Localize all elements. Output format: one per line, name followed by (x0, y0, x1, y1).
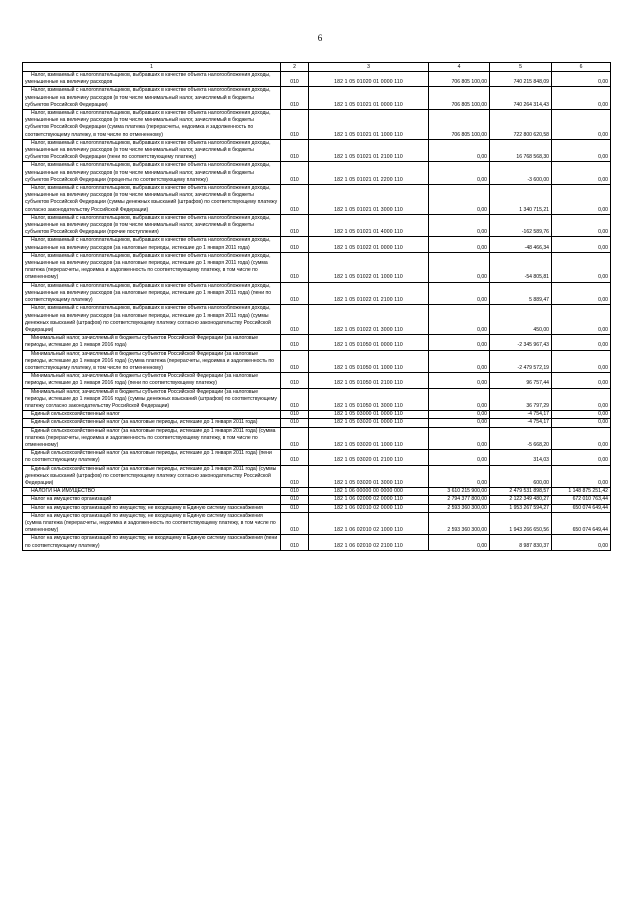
row-line-code-cell: 010 (281, 535, 309, 550)
row-unexecuted-cell: 1 148 875 251,42 (552, 488, 611, 496)
table-row (23, 450, 611, 465)
table-row (23, 496, 611, 504)
row-executed-cell: -162 589,76 (490, 214, 552, 237)
row-approved-cell: 0,00 (429, 185, 490, 215)
row-executed-cell: 740 215 848,09 (490, 72, 552, 87)
row-income-code-cell: 182 1 05 01050 01 3000 110 (309, 388, 429, 411)
column-header-executed: 5 (490, 63, 552, 72)
row-name-cell: Минимальный налог, зачисляемый в бюджеты субъектов Российской Федерации (за налоговые периоды, истекшие до 1 января 2016 года) (23, 335, 281, 350)
row-line-code-cell: 010 (281, 488, 309, 496)
row-income-code-cell: 182 1 05 01021 01 4000 110 (309, 214, 429, 237)
table-row (23, 335, 611, 350)
row-name-cell: Единый сельскохозяйственный налог (за налоговые периоды, истекшие до 1 января 2011 года) (суммы денежных взысканий (штрафов) по соответствующему платежу согласно законодательству Российской Федерации) (23, 465, 281, 488)
row-executed-cell: -2 479 572,19 (490, 350, 552, 373)
row-line-code-cell: 010 (281, 335, 309, 350)
row-name-cell: Налог на имущество организаций по имуществу, не входящему в Единую систему газоснабжения (23, 504, 281, 512)
row-unexecuted-cell: 0,00 (552, 162, 611, 185)
row-unexecuted-cell: 0,00 (552, 388, 611, 411)
header-row (23, 63, 611, 72)
row-name-cell: Единый сельскохозяйственный налог (за налоговые периоды, истекшие до 1 января 2011 года) (сумма платежа (перерасчеты, недоимка и задолженность по соответствующему платежу, в том числе по отмененному) (23, 427, 281, 450)
row-name-cell: Налог, взимаемый с налогоплательщиков, выбравших в качестве объекта налогообложения доходы, уменьшенные на величину расходов (23, 72, 281, 87)
row-line-code-cell: 010 (281, 87, 309, 110)
table-row (23, 110, 611, 140)
row-approved-cell: 0,00 (429, 162, 490, 185)
row-approved-cell: 0,00 (429, 535, 490, 550)
row-name-cell: Налог, взимаемый с налогоплательщиков, выбравших в качестве объекта налогообложения доходы, уменьшенные на величину расходов (за налоговые периоды, истекшие до 1 января 2011 года) (23, 237, 281, 252)
row-name-cell: Налог, взимаемый с налогоплательщиков, выбравших в качестве объекта налогообложения доходы, уменьшенные на величину расходов (в том числе минимальный налог, зачисляемый в бюджеты субъектов Российской Федерации (пени по соответствующему платежу) (23, 139, 281, 162)
row-line-code-cell: 010 (281, 305, 309, 335)
row-line-code-cell: 010 (281, 427, 309, 450)
row-approved-cell: 706 805 100,00 (429, 87, 490, 110)
row-income-code-cell: 182 1 05 01022 01 3000 110 (309, 305, 429, 335)
row-executed-cell: 314,03 (490, 450, 552, 465)
row-approved-cell: 3 610 215 900,00 (429, 488, 490, 496)
row-income-code-cell: 182 1 05 01050 01 0000 110 (309, 335, 429, 350)
row-unexecuted-cell: 0,00 (552, 237, 611, 252)
row-name-cell: Минимальный налог, зачисляемый в бюджеты субъектов Российской Федерации (за налоговые периоды, истекшие до 1 января 2016 года) (пени по соответствующему платежу) (23, 373, 281, 388)
table-row (23, 72, 611, 87)
row-income-code-cell: 182 1 06 02000 02 0000 110 (309, 496, 429, 504)
row-income-code-cell: 182 1 05 01020 01 0000 110 (309, 72, 429, 87)
table-row (23, 87, 611, 110)
table-row (23, 162, 611, 185)
row-income-code-cell: 182 1 05 03000 01 0000 110 (309, 411, 429, 419)
table-row (23, 139, 611, 162)
row-approved-cell: 0,00 (429, 282, 490, 305)
row-income-code-cell: 182 1 05 01021 01 2100 110 (309, 139, 429, 162)
row-income-code-cell: 182 1 05 03020 01 0000 110 (309, 419, 429, 427)
row-line-code-cell: 010 (281, 496, 309, 504)
row-approved-cell: 0,00 (429, 419, 490, 427)
table-row (23, 427, 611, 450)
row-approved-cell: 0,00 (429, 305, 490, 335)
table-row (23, 305, 611, 335)
column-header-income-code: 3 (309, 63, 429, 72)
row-executed-cell: -4 754,17 (490, 411, 552, 419)
row-line-code-cell: 010 (281, 419, 309, 427)
row-executed-cell: 2 479 531 898,57 (490, 488, 552, 496)
row-name-cell: Единый сельскохозяйственный налог (за налоговые периоды, истекшие до 1 января 2011 года) (пени по соответствующему платежу) (23, 450, 281, 465)
row-income-code-cell: 182 1 06 00000 00 0000 000 (309, 488, 429, 496)
table-row (23, 237, 611, 252)
row-approved-cell: 0,00 (429, 214, 490, 237)
table-row (23, 252, 611, 282)
row-unexecuted-cell: 0,00 (552, 252, 611, 282)
column-header-name: 1 (23, 63, 281, 72)
row-line-code-cell: 010 (281, 237, 309, 252)
row-approved-cell: 706 805 100,00 (429, 72, 490, 87)
row-income-code-cell: 182 1 05 03020 01 2100 110 (309, 450, 429, 465)
row-income-code-cell: 182 1 06 02010 02 1000 110 (309, 512, 429, 535)
row-name-cell: Единый сельскохозяйственный налог (23, 411, 281, 419)
row-name-cell: Налог на имущество организаций (23, 496, 281, 504)
row-name-cell: Единый сельскохозяйственный налог (за налоговые периоды, истекшие до 1 января 2011 года) (23, 419, 281, 427)
row-approved-cell: 706 805 100,00 (429, 110, 490, 140)
row-unexecuted-cell: 650 074 649,44 (552, 512, 611, 535)
row-income-code-cell: 182 1 05 01021 01 1000 110 (309, 110, 429, 140)
row-name-cell: Минимальный налог, зачисляемый в бюджеты субъектов Российской Федерации (за налоговые периоды, истекшие до 1 января 2016 года) (суммы денежных взысканий (штрафов) по соответствующему платежу согласно законодательству Российской Федерации) (23, 388, 281, 411)
row-unexecuted-cell: 0,00 (552, 282, 611, 305)
table-row (23, 388, 611, 411)
row-line-code-cell: 010 (281, 504, 309, 512)
row-approved-cell: 0,00 (429, 427, 490, 450)
row-unexecuted-cell: 672 010 763,44 (552, 496, 611, 504)
table-row (23, 535, 611, 550)
row-name-cell: Минимальный налог, зачисляемый в бюджеты субъектов Российской Федерации (за налоговые периоды, истекшие до 1 января 2016 года) (сумма платежа (перерасчеты, недоимка и задолженность по соответствующему платежу, в том числе по отмененному) (23, 350, 281, 373)
row-executed-cell: 450,00 (490, 305, 552, 335)
table-row (23, 411, 611, 419)
row-unexecuted-cell: 0,00 (552, 335, 611, 350)
row-executed-cell: 2 122 349 480,27 (490, 496, 552, 504)
row-line-code-cell: 010 (281, 373, 309, 388)
row-executed-cell: 16 768 568,30 (490, 139, 552, 162)
row-name-cell: Налог, взимаемый с налогоплательщиков, выбравших в качестве объекта налогообложения доходы, уменьшенные на величину расходов (за налоговые периоды, истекшие до 1 января 2011 года) (сумма платежа (перерасчеты, недоимка и задолженность по соответствующему платежу, в том числе по отмененному) (23, 252, 281, 282)
row-executed-cell: -4 754,17 (490, 419, 552, 427)
table-row (23, 214, 611, 237)
report-body (23, 72, 611, 551)
row-line-code-cell: 010 (281, 282, 309, 305)
row-approved-cell: 0,00 (429, 465, 490, 488)
row-unexecuted-cell: 0,00 (552, 450, 611, 465)
row-unexecuted-cell: 0,00 (552, 411, 611, 419)
row-approved-cell: 0,00 (429, 373, 490, 388)
table-row (23, 373, 611, 388)
table-row (23, 512, 611, 535)
row-unexecuted-cell: 0,00 (552, 110, 611, 140)
row-executed-cell: 740 264 314,43 (490, 87, 552, 110)
row-approved-cell: 0,00 (429, 350, 490, 373)
row-executed-cell: -5 668,20 (490, 427, 552, 450)
row-approved-cell: 0,00 (429, 139, 490, 162)
row-line-code-cell: 010 (281, 214, 309, 237)
row-income-code-cell: 182 1 05 03020 01 1000 110 (309, 427, 429, 450)
table-row (23, 488, 611, 496)
row-unexecuted-cell: 0,00 (552, 214, 611, 237)
row-line-code-cell: 010 (281, 411, 309, 419)
row-income-code-cell: 182 1 05 01022 01 2100 110 (309, 282, 429, 305)
row-line-code-cell: 010 (281, 185, 309, 215)
table-row (23, 185, 611, 215)
row-approved-cell: 2 794 377 800,00 (429, 496, 490, 504)
row-executed-cell: -48 466,34 (490, 237, 552, 252)
row-name-cell: Налог на имущество организаций по имуществу, не входящему в Единую систему газоснабжения (сумма платежа (перерасчеты, недоимка и задолженность по соответствующему платежу, в том числе по отмененному) (23, 512, 281, 535)
row-unexecuted-cell: 0,00 (552, 465, 611, 488)
row-name-cell: Налог, взимаемый с налогоплательщиков, выбравших в качестве объекта налогообложения доходы, уменьшенные на величину расходов (в том числе минимальный налог, зачисляемый в бюджеты субъектов Российской Федерации (прочие поступления) (23, 214, 281, 237)
row-line-code-cell: 010 (281, 139, 309, 162)
row-unexecuted-cell: 0,00 (552, 373, 611, 388)
row-line-code-cell: 010 (281, 350, 309, 373)
row-executed-cell: 1 340 715,21 (490, 185, 552, 215)
page-number: 6 (317, 33, 323, 43)
report-table (22, 62, 611, 551)
row-income-code-cell: 182 1 05 01022 01 1000 110 (309, 252, 429, 282)
row-unexecuted-cell: 650 074 649,44 (552, 504, 611, 512)
row-income-code-cell: 182 1 05 01050 01 1000 110 (309, 350, 429, 373)
row-approved-cell: 0,00 (429, 237, 490, 252)
row-name-cell: Налог, взимаемый с налогоплательщиков, выбравших в качестве объекта налогообложения доходы, уменьшенные на величину расходов (в том числе минимальный налог, зачисляемый в бюджеты субъектов Российской Федерации (сумма платежа (перерасчеты, недоимка и задолженность по соответствующему платежу, в том числе по отмененному) (23, 110, 281, 140)
row-approved-cell: 0,00 (429, 252, 490, 282)
row-unexecuted-cell: 0,00 (552, 87, 611, 110)
row-name-cell: Налог, взимаемый с налогоплательщиков, выбравших в качестве объекта налогообложения доходы, уменьшенные на величину расходов (в том числе минимальный налог, зачисляемый в бюджеты субъектов Российской Федерации (суммы денежных взысканий (штрафов) по соответствующему платежу согласно законодательству Российской Федерации) (23, 185, 281, 215)
row-income-code-cell: 182 1 05 01022 01 0000 110 (309, 237, 429, 252)
row-line-code-cell: 010 (281, 72, 309, 87)
row-line-code-cell: 010 (281, 252, 309, 282)
row-name-cell: Налог, взимаемый с налогоплательщиков, выбравших в качестве объекта налогообложения доходы, уменьшенные на величину расходов (в том числе минимальный налог, зачисляемый в бюджеты субъектов Российской Федерации (проценты по соответствующему платежу) (23, 162, 281, 185)
row-executed-cell: 36 797,29 (490, 388, 552, 411)
table-row (23, 465, 611, 488)
row-line-code-cell: 010 (281, 110, 309, 140)
row-unexecuted-cell: 0,00 (552, 419, 611, 427)
row-unexecuted-cell: 0,00 (552, 427, 611, 450)
row-executed-cell: 1 943 266 650,56 (490, 512, 552, 535)
row-unexecuted-cell: 0,00 (552, 139, 611, 162)
row-executed-cell: 96 757,44 (490, 373, 552, 388)
row-name-cell: Налог, взимаемый с налогоплательщиков, выбравших в качестве объекта налогообложения доходы, уменьшенные на величину расходов (за налоговые периоды, истекшие до 1 января 2011 года) (суммы денежных взысканий (штрафов) по соответствующему платежу согласно законодательству Российской Федерации) (23, 305, 281, 335)
row-line-code-cell: 010 (281, 388, 309, 411)
row-unexecuted-cell: 0,00 (552, 350, 611, 373)
row-approved-cell: 2 593 360 300,00 (429, 512, 490, 535)
column-header-unexecuted: 6 (552, 63, 611, 72)
column-header-approved: 4 (429, 63, 490, 72)
row-executed-cell: 5 889,47 (490, 282, 552, 305)
row-executed-cell: -2 345 967,43 (490, 335, 552, 350)
row-income-code-cell: 182 1 05 01021 01 3000 110 (309, 185, 429, 215)
row-income-code-cell: 182 1 05 01021 01 0000 110 (309, 87, 429, 110)
row-income-code-cell: 182 1 05 03020 01 3000 110 (309, 465, 429, 488)
row-name-cell: Налог, взимаемый с налогоплательщиков, выбравших в качестве объекта налогообложения доходы, уменьшенные на величину расходов (за налоговые периоды, истекшие до 1 января 2011 года) (пени по соответствующему платежу) (23, 282, 281, 305)
row-income-code-cell: 182 1 06 02010 02 0000 110 (309, 504, 429, 512)
row-income-code-cell: 182 1 05 01050 01 2100 110 (309, 373, 429, 388)
row-unexecuted-cell: 0,00 (552, 535, 611, 550)
row-line-code-cell: 010 (281, 465, 309, 488)
row-approved-cell: 0,00 (429, 450, 490, 465)
row-income-code-cell: 182 1 06 02010 02 2100 110 (309, 535, 429, 550)
row-unexecuted-cell: 0,00 (552, 185, 611, 215)
row-line-code-cell: 010 (281, 512, 309, 535)
row-unexecuted-cell: 0,00 (552, 305, 611, 335)
row-executed-cell: 600,00 (490, 465, 552, 488)
row-name-cell: НАЛОГИ НА ИМУЩЕСТВО (23, 488, 281, 496)
row-approved-cell: 0,00 (429, 388, 490, 411)
row-executed-cell: -3 600,00 (490, 162, 552, 185)
row-line-code-cell: 010 (281, 450, 309, 465)
row-unexecuted-cell: 0,00 (552, 72, 611, 87)
row-income-code-cell: 182 1 05 01021 01 2200 110 (309, 162, 429, 185)
row-name-cell: Налог на имущество организаций по имуществу, не входящему в Единую систему газоснабжения (пени по соответствующему платежу) (23, 535, 281, 550)
column-header-line-code: 2 (281, 63, 309, 72)
table-row (23, 504, 611, 512)
table-row (23, 419, 611, 427)
row-line-code-cell: 010 (281, 162, 309, 185)
table-row (23, 282, 611, 305)
row-name-cell: Налог, взимаемый с налогоплательщиков, выбравших в качестве объекта налогообложения доходы, уменьшенные на величину расходов (в том числе минимальный налог, зачисляемый в бюджеты субъектов Российской Федерации) (23, 87, 281, 110)
row-executed-cell: 8 987 830,37 (490, 535, 552, 550)
row-executed-cell: 1 953 267 594,27 (490, 504, 552, 512)
row-approved-cell: 2 593 360 300,00 (429, 504, 490, 512)
row-executed-cell: -54 805,81 (490, 252, 552, 282)
row-executed-cell: 722 800 620,58 (490, 110, 552, 140)
row-approved-cell: 0,00 (429, 411, 490, 419)
row-approved-cell: 0,00 (429, 335, 490, 350)
table-row (23, 350, 611, 373)
